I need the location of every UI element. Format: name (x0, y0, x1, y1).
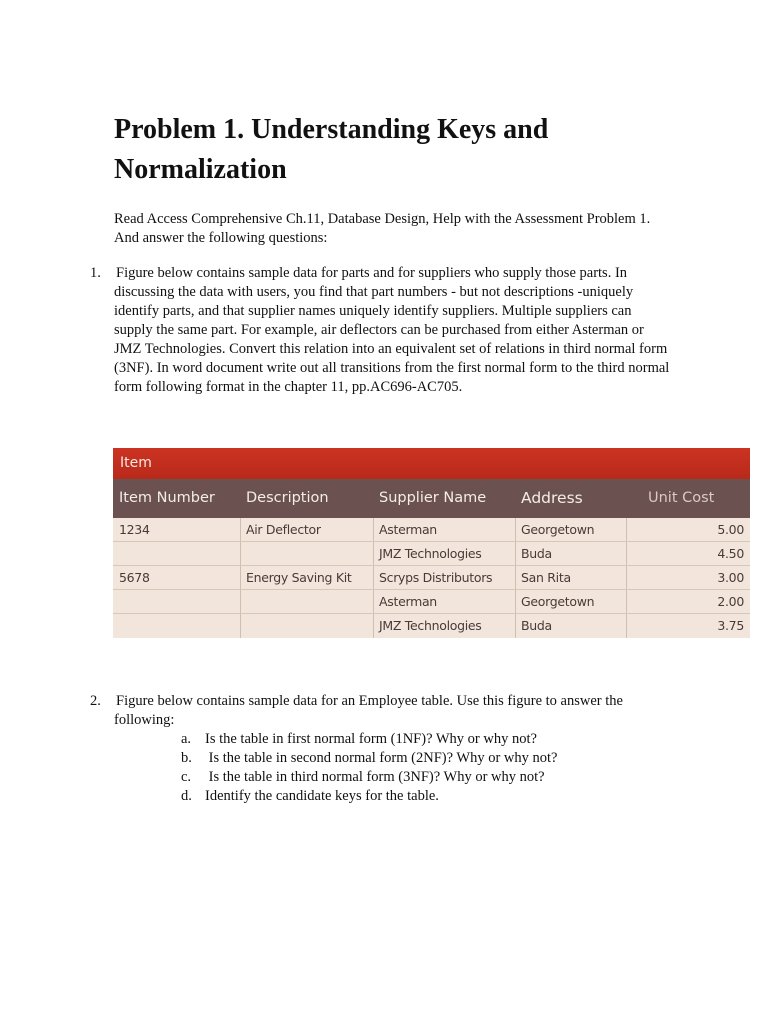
list-item (181, 768, 661, 787)
list-item (181, 749, 661, 768)
question-2-text: Figure below contains sample data for an Employee table. Use this figure to answer the following: (114, 693, 623, 728)
cell-supplier-name: Scryps Distributors (379, 570, 493, 585)
cell-address: Buda (521, 546, 552, 561)
cell-unit-cost: 4.50 (717, 546, 744, 561)
question-1-text: Figure below contains sample data for parts and for suppliers who supply those parts. In discussing the data with users, you find that part numbers - but not descriptions -uniquely identify parts, and that supplier names uniquely identify suppliers. Multiple suppliers can supply the same part. For example, air deflectors can be purchased from either Asterman or JMZ Technologies. Convert this relation into an equivalent set of relations in third normal form (3NF). In word document write out all transitions from the first normal form to the third normal form following format in the chapter 11, pp.AC696-AC705. (114, 265, 670, 395)
cell-address: Georgetown (521, 594, 595, 609)
cell-supplier-name: Asterman (379, 522, 437, 537)
cell-unit-cost: 2.00 (717, 594, 744, 609)
item-table-figure (113, 448, 750, 638)
column-header-item-number: Item Number (119, 490, 215, 506)
cell-unit-cost: 3.75 (717, 618, 744, 633)
cell-description: Energy Saving Kit (246, 570, 352, 585)
subitem-text: Is the table in first normal form (1NF)? Why or why not? (205, 731, 537, 747)
subitem-label: d. (181, 788, 192, 804)
column-header-unit-cost: Unit Cost (648, 490, 715, 506)
table-row (113, 566, 750, 590)
question-1 (90, 264, 670, 397)
question-2-subitems (181, 730, 661, 806)
column-header-supplier-name: Supplier Name (379, 490, 487, 506)
cell-address: Georgetown (521, 522, 595, 537)
title-line-1: Problem 1. Understanding Keys and (114, 114, 549, 145)
cell-supplier-name: Asterman (379, 594, 437, 609)
list-item (181, 730, 661, 749)
table-row (113, 590, 750, 614)
subitem-label: b. (181, 750, 192, 766)
subitem-text: Identify the candidate keys for the table. (205, 788, 439, 804)
cell-unit-cost: 3.00 (717, 570, 744, 585)
list-item (181, 787, 661, 806)
cell-item-number: 1234 (119, 522, 150, 537)
cell-supplier-name: JMZ Technologies (379, 618, 482, 633)
column-header-description: Description (246, 490, 329, 506)
item-table-title: Item (113, 448, 750, 479)
cell-item-number: 5678 (119, 570, 150, 585)
table-row (113, 518, 750, 542)
column-header-address: Address (521, 489, 583, 507)
title-line-2: Normalization (114, 154, 287, 185)
question-2-number: 2. (90, 693, 101, 709)
table-row (113, 614, 750, 638)
intro-paragraph: Read Access Comprehensive Ch.11, Database Design, Help with the Assessment Problem 1. And answer the following questions: (114, 211, 651, 246)
cell-description: Air Deflector (246, 522, 321, 537)
table-row (113, 542, 750, 566)
subitem-label: c. (181, 769, 192, 785)
cell-address: Buda (521, 618, 552, 633)
cell-supplier-name: JMZ Technologies (379, 546, 482, 561)
subitem-text: Is the table in third normal form (3NF)? Why or why not? (205, 769, 545, 785)
cell-address: San Rita (521, 570, 571, 585)
question-2 (90, 692, 670, 730)
item-table-header (113, 479, 750, 518)
page-title (114, 110, 714, 190)
question-1-number: 1. (90, 265, 101, 281)
cell-unit-cost: 5.00 (717, 522, 744, 537)
subitem-text: Is the table in second normal form (2NF)? Why or why not? (205, 750, 558, 766)
subitem-label: a. (181, 731, 192, 747)
item-table-body (113, 518, 750, 638)
